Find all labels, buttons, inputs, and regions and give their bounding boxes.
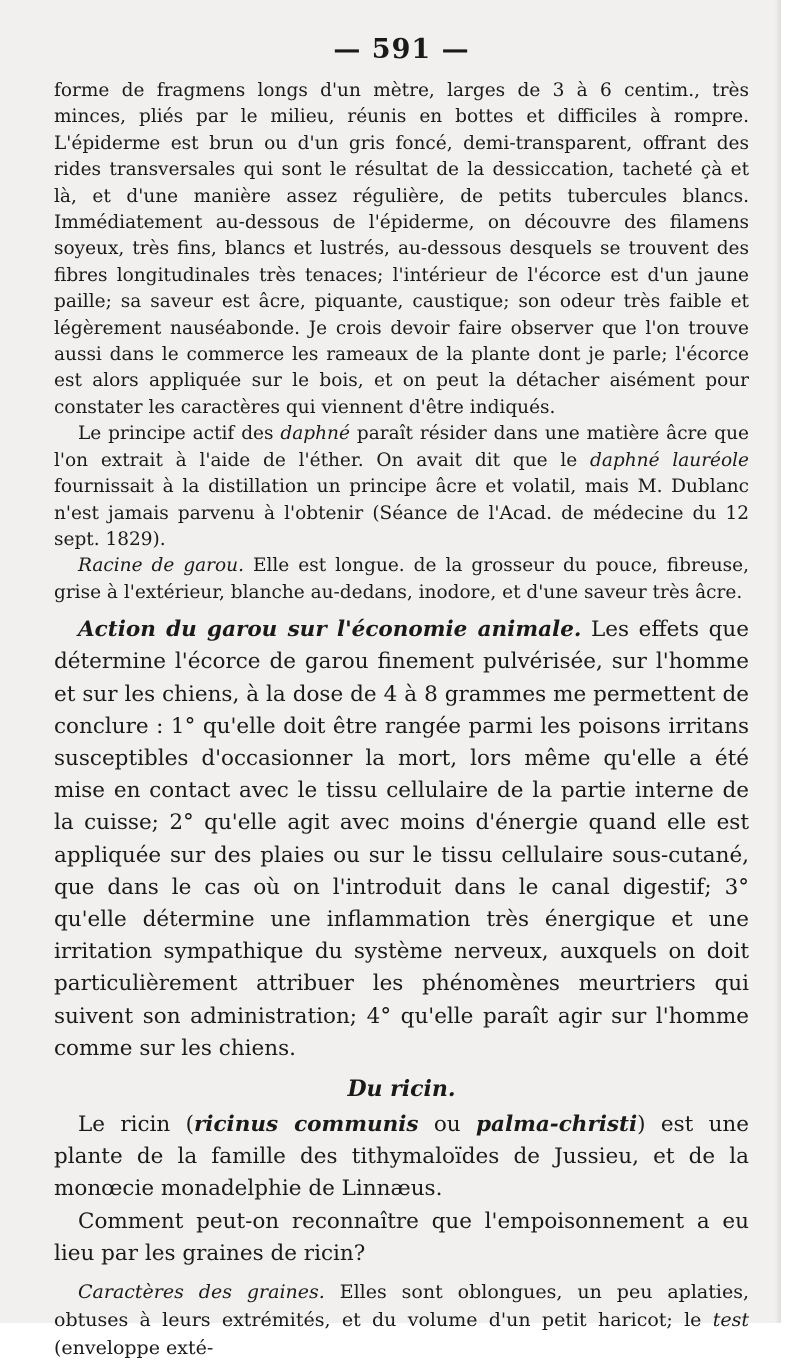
paragraph bbox=[54, 1278, 749, 1362]
paragraph bbox=[54, 1109, 749, 1206]
section-heading-ricin: Du ricin. bbox=[347, 1075, 456, 1102]
text-run: Le principe actif des bbox=[78, 423, 281, 445]
page-number: — 591 — bbox=[333, 34, 470, 65]
text-run-italic: Racine de garou. bbox=[78, 555, 244, 577]
text-run-italic: daphné lauréole bbox=[590, 449, 749, 471]
text-run-italic: daphné bbox=[280, 423, 350, 445]
section-garou-description bbox=[54, 78, 749, 606]
paragraph: Comment peut-on reconnaître que l'empoisonnement a eu lieu par les graines de ricin? bbox=[54, 1208, 749, 1266]
text-run: fournissait à la distillation un principe âcre et volatil, mais M. Dublanc n'est jamais parvenu à l'obtenir (Séance de l'Acad. de médecine du 12 sept. 1829). bbox=[54, 476, 749, 550]
text-run: (enveloppe exté- bbox=[54, 1336, 214, 1359]
text-run-italic: palma-christi bbox=[475, 1111, 638, 1137]
text-run: paraît résider dans une matière âcre que l'on extrait à l'aide de l'éther. On avait dit que le bbox=[54, 423, 749, 471]
text-run: Le ricin ( bbox=[78, 1111, 194, 1137]
paragraph bbox=[54, 614, 749, 1065]
text-run: Les effets que détermine l'écorce de garou finement pulvérisée, sur l'homme et sur les chiens, à la dose de 4 à 8 grammes me permettent de conclure : 1° qu'elle doit être rangée parmi les poisons irritans susceptibles d'occasionner la mort, lors même qu'elle a été mise en contact avec le tissu cellulaire de la partie interne de la cuisse; 2° qu'elle agit avec moins d'énergie quand elle est appliquée sur des plaies ou sur le tissu cellulaire sous-cutané, que dans le cas où on l'introduit dans le canal digestif; 3° qu'elle détermine une inflammation très énergique et une irritation sympathique du système nerveux, auxquels on doit particulièrement attribuer les phénomènes meurtriers qui suivent son administration; 4° qu'elle paraît agir sur l'homme comme sur les chiens. bbox=[54, 617, 749, 1061]
text-run: Elle est longue. de la grosseur du pouce, fibreuse, grise à l'extérieur, blanche au-dedans, inodore, et d'une saveur très âcre. bbox=[54, 555, 749, 603]
text-run: ou bbox=[418, 1111, 476, 1137]
section-heading-inline: Action du garou sur l'économie animale. bbox=[78, 617, 582, 643]
paragraph bbox=[54, 421, 749, 553]
paragraph: forme de fragmens longs d'un mètre, larges de 3 à 6 centim., très minces, pliés par le milieu, réunis en bottes et difficiles à rompre. L'épiderme est brun ou d'un gris foncé, demi-transparent, offrant des rides transversales qui sont le résultat de la dessiccation, tacheté çà et là, et d'une manière assez régulière, de petits tubercules blancs. Immédiatement au-dessous de l'épiderme, on découvre des filamens soyeux, très fins, blancs et lustrés, au-dessous desquels se trouvent des fibres longitudinales très tenaces; l'intérieur de l'écorce est d'un jaune paille; sa saveur est âcre, piquante, caustique; son odeur très faible et légèrement nauséabonde. Je crois devoir faire observer que l'on trouve aussi dans le commerce les rameaux de la plante dont je parle; l'écorce est alors appliquée sur le bois, et on peut la détacher aisément pour constater les caractères qui viennent d'être indiqués. bbox=[54, 80, 749, 418]
section-action-garou bbox=[54, 614, 749, 1065]
text-run: Elles sont oblongues, un peu aplaties, obtuses à leurs extrémités, et du volume d'un petit haricot; le bbox=[54, 1280, 749, 1331]
text-run-italic: Caractères des graines. bbox=[78, 1280, 325, 1303]
text-run-italic: ricinus communis bbox=[193, 1111, 419, 1137]
section-ricin bbox=[54, 1109, 749, 1270]
text-run-italic: test bbox=[712, 1308, 749, 1331]
section-ricin-seeds bbox=[54, 1278, 749, 1362]
paragraph bbox=[54, 553, 749, 606]
text-run: ) est une plante de la famille des tithymaloïdes de Jussieu, et de la monœcie monadelphie de Linnæus. bbox=[54, 1111, 749, 1202]
